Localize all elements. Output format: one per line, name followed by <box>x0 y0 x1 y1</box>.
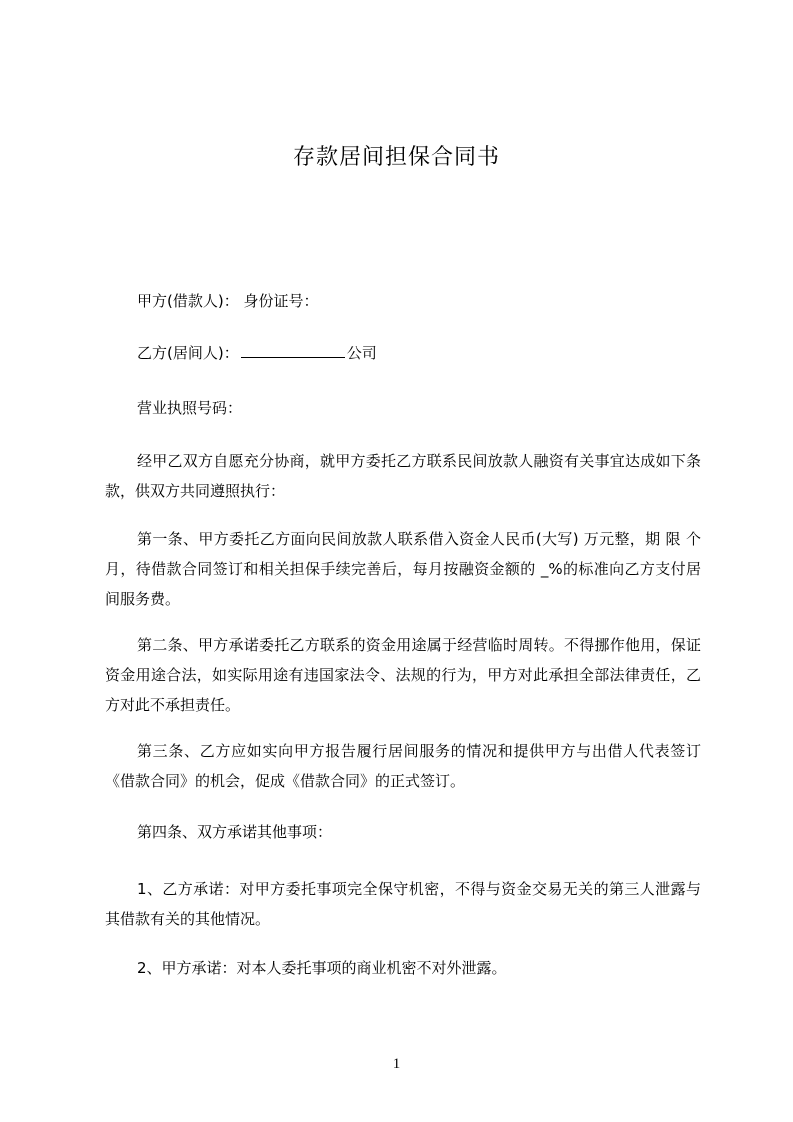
party-b-blank <box>241 343 345 358</box>
article-4: 第四条、双方承诺其他事项： <box>137 823 333 841</box>
party-b-suffix: 公司 <box>346 344 377 362</box>
party-a-line: 甲方(借款人)： 身份证号： <box>137 292 319 310</box>
page-number: 1 <box>392 1056 401 1072</box>
party-b-label: 乙方(居间人)： <box>137 344 239 362</box>
article-4-item-2: 2、甲方承诺：对本人委托事项的商业机密不对外泄露。 <box>137 959 507 977</box>
article-1: 第一条、甲方委托乙方面向民间放款人联系借入资金人民币(大写) 万元整，期 限 个月，待借款合同签订和相关担保手续完善后，每月按融资金额的 _%的标准向乙方支付居间服务费。 <box>105 530 701 608</box>
article-4-item-1: 1、乙方承诺：对甲方委托事项完全保守机密，不得与资金交易无关的第三人泄露与其借款有关的其他情况。 <box>105 880 701 928</box>
document-title: 存款居间担保合同书 <box>292 145 500 170</box>
article-2: 第二条、甲方承诺委托乙方联系的资金用途属于经营临时周转。不得挪作他用，保证资金用途合法，如实际用途有违国家法令、法规的行为，甲方对此承担全部法律责任，乙方对此不承担责任。 <box>105 636 701 714</box>
article-3: 第三条、乙方应如实向甲方报告履行居间服务的情况和提供甲方与出借人代表签订《借款合同》的机会，促成《借款合同》的正式签订。 <box>105 742 701 790</box>
party-b-line <box>137 343 377 363</box>
intro-paragraph: 经甲乙双方自愿充分协商，就甲方委托乙方联系民间放款人融资有关事宜达成如下条款，供双方共同遵照执行： <box>105 452 701 500</box>
business-license-line: 营业执照号码： <box>137 399 243 417</box>
